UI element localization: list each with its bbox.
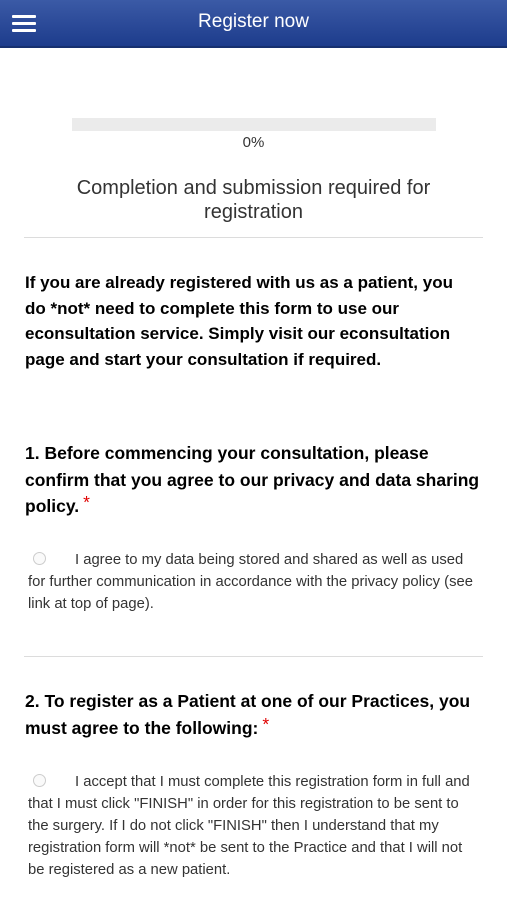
radio-button[interactable] — [33, 552, 46, 565]
question-2-text: 2. To register as a Patient at one of our Practices, you must agree to the following: — [25, 691, 471, 738]
progress-label: 0% — [242, 134, 265, 151]
intro-text: If you are already registered with us as a patient, you do *not* need to complete this form to use our econsultation service. Simply visit our econsultation page and start your consultation if required. — [25, 273, 453, 369]
question-1-text: 1. Before commencing your consultation, please confirm that you agree to our privacy and data sharing policy. — [25, 443, 480, 516]
header-title: Register now — [198, 11, 309, 32]
divider — [24, 237, 483, 238]
completion-title: Completion and submission required for registration — [76, 177, 431, 223]
required-marker: * — [262, 713, 270, 734]
radio-button[interactable] — [33, 774, 46, 787]
question-2 — [25, 688, 480, 741]
required-marker: * — [83, 492, 90, 512]
divider — [24, 656, 483, 657]
question-2-option-label[interactable]: I accept that I must complete this registration form in full and that I must click "FINISH" in order for this registration to be sent to the surgery. If I do not click "FINISH" then I understand that my registration form will *not* be sent to the Practice and that I will not be registered as a new patient. — [28, 774, 470, 878]
question-1-option-label[interactable]: I agree to my data being stored and shared as well as used for further communication in accordance with the privacy policy (see link at top of page). — [28, 552, 473, 612]
question-1 — [25, 440, 480, 520]
question-1-option[interactable] — [28, 549, 478, 615]
progress-bar — [72, 118, 436, 131]
question-2-option[interactable] — [28, 771, 478, 881]
app-header — [0, 0, 507, 48]
